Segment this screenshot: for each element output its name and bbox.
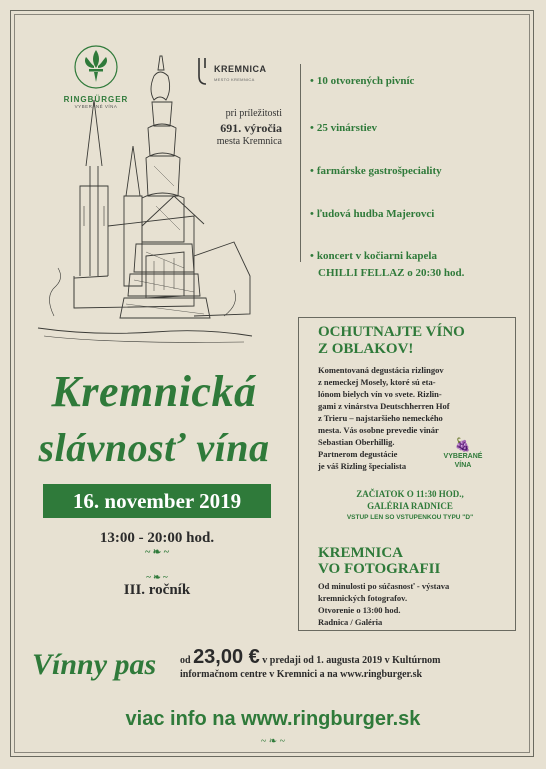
event-edition: ~ ❧ ~ III. ročník [43, 572, 271, 599]
wine-pass-label: Vínny pas [32, 648, 157, 681]
ringburger-name: RINGBÜRGER [63, 95, 129, 104]
event-title-line-1: Kremnická [51, 367, 257, 416]
photos-description: Od minulosti po súčasnosť - výstava kremnických fotografov. Otvorenie o 13:00 hod. Radnica / Galéria [318, 581, 450, 627]
occasion-line-3: mesta Kremnica [216, 136, 282, 147]
tasting-start: ZAČIATOK O 11:30 HOD., GALÉRIA RADNICE [356, 489, 464, 511]
grape-icon: 🍇 [454, 437, 472, 452]
ornament-icon: ~ ❧ ~ [145, 547, 169, 558]
wine-pass-line-2: informačnom centre v Kremnici a na www.ringburger.sk [180, 669, 423, 680]
tasting-heading-2: Z OBLAKOV! [318, 341, 414, 357]
event-date: 16. november 2019 [43, 484, 271, 518]
event-hours: 13:00 - 20:00 hod. ~ ❧ ~ [43, 530, 271, 558]
ornament-icon: ~ ❧ ~ [146, 572, 168, 582]
list-item: • koncert v kočiarni kapela [310, 250, 437, 262]
photos-heading-1: KREMNICA [318, 545, 403, 561]
kremnica-sub: MESTO KREMNICA [214, 77, 255, 82]
list-item: • ľudová hudba Majerovci [310, 208, 435, 220]
wine-seal: 🍇 VYBERANÉ VÍNA [438, 438, 488, 470]
tasting-heading-1: OCHUTNAJTE VÍNO [318, 324, 465, 340]
list-item: • 25 vinárstiev [310, 122, 378, 134]
photos-heading-2: VO FOTOGRAFII [318, 561, 441, 577]
tasting-description: Komentovaná degustácia rizlingov z nemeckej Mosely, ktoré sú eta- lónom bielych vín vo svete. Rizlin- gami z vinárstva Deutschherren Hof z Trieru – najstaršieho nemeckého mesta. Vás osobne prevedie vinár Sebastian Oberhillig. Partnerom degustácie je váš Rizling špecialista [318, 365, 450, 471]
ornament-icon: ~ ❧ ~ [260, 736, 286, 747]
church-illustration [34, 46, 256, 346]
occasion-line-2: 691. výročia [220, 121, 282, 135]
price-prefix: od [180, 655, 191, 666]
footer-website: viac info na www.ringburger.sk [125, 708, 421, 730]
kremnica-name: KREMNICA [214, 64, 267, 74]
list-item: • 10 otvorených pivníc [310, 75, 415, 87]
ringburger-sub: VYBERANÉ VÍNA [74, 104, 118, 109]
list-divider [300, 64, 301, 262]
occasion-line-1: pri príležitosti [225, 108, 282, 119]
wine-pass-price: 23,00 € [193, 646, 260, 668]
wine-pass-line-1: v predaji od 1. augusta 2019 v Kultúrnom [262, 655, 441, 666]
tasting-entry-note: VSTUP LEN SO VSTUPENKOU TYPU "D" [346, 514, 474, 521]
wine-pass-info [180, 646, 520, 682]
event-title-line-2: slávnosť vína [38, 425, 270, 470]
list-item: • farmárske gastrošpeciality [310, 165, 442, 177]
list-item-continuation: CHILLI FELLAZ o 20:30 hod. [318, 267, 465, 279]
